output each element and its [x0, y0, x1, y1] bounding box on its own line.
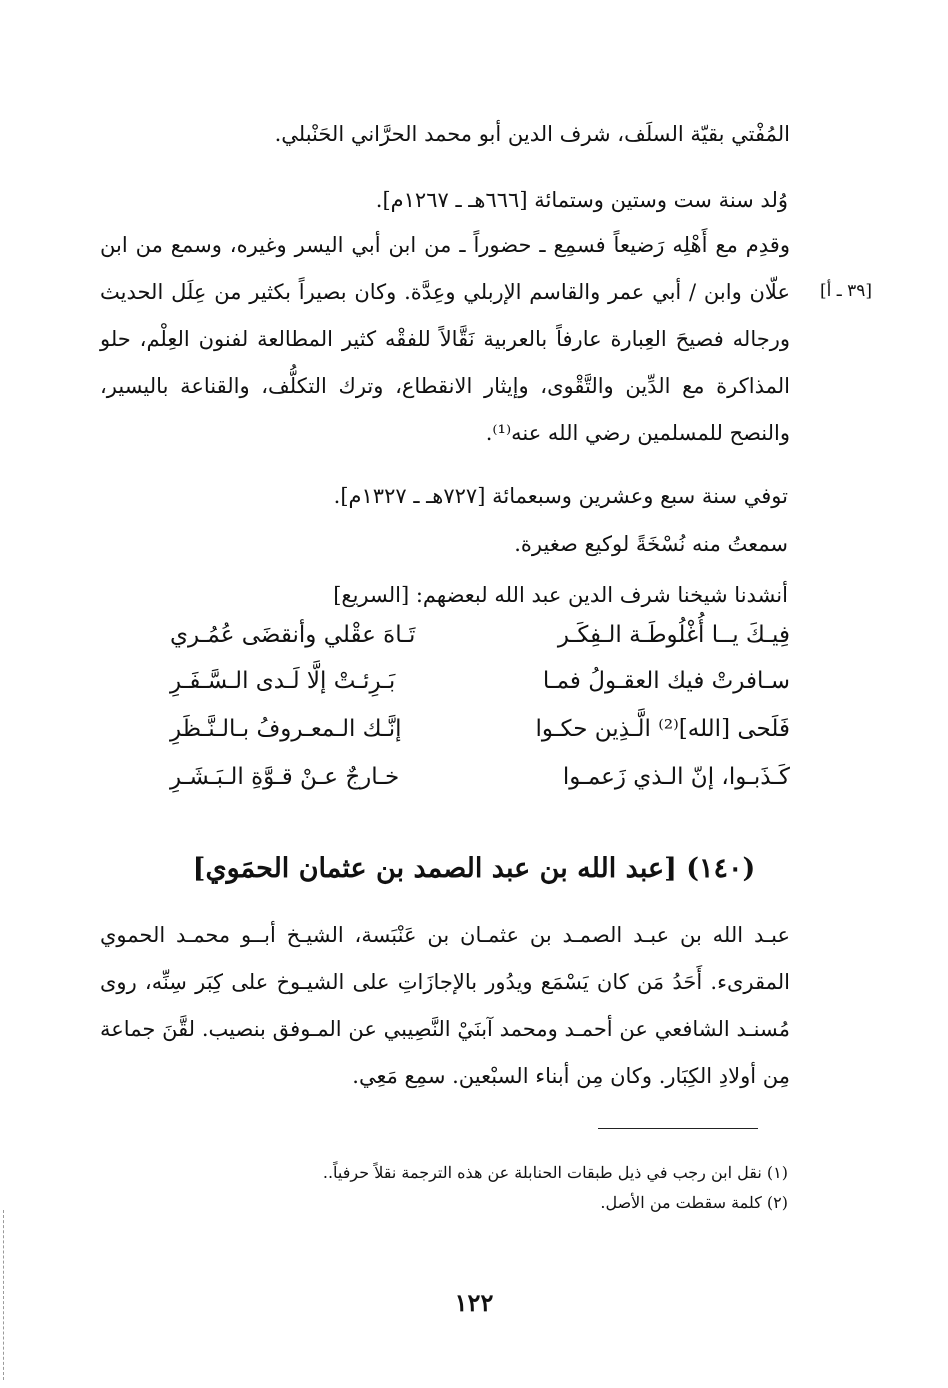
verse-first-hemistich: سـافرتْ فيك العقـولُ فمـا: [542, 668, 790, 694]
poem-verse: [170, 622, 790, 670]
text-line-1: المُفْتي بقيّة السلَف، شرف الدين أبو محمد الحرَّاني الحَنْبلي.: [274, 122, 790, 146]
biography-paragraph: وقدِم مع أَهْلِه رَضيعاً فسمِع ـ حضوراً ـ من ابن أبي اليسر وغيره، وسمع من ابن علّان وابن / أبي عمر والقاسم الإربلي وعِدَّة. وكان بصيراً بكثير من عِلَل الحديث ورجاله فصيحَ العِبارة عارفاً بالعربية نَقَّالاً للفقْه كثير المطالعة لفنون العِلْم، حلو المذاكرة مع الدِّين والتَّقْوى، وإيثار الانقطاع، وترك التكلُّف، والقناعة باليسير، والنصح للمسلمين رضي الله عنه⁽¹⁾.: [100, 233, 790, 445]
verse-second-hemistich: بَـرِئـتْ إلَّا لَـدى الـسَّـفَـرِ: [170, 668, 396, 694]
text-line-heard: سمعتُ منه نُسْخَةً لوكيع صغيرة.: [514, 532, 788, 556]
verse-first-hemistich: كَـذَبـوا، إنّ الـذي زَعمـوا: [562, 764, 790, 790]
page-number: ١٢٢: [454, 1288, 494, 1317]
scan-edge-mark: [3, 1210, 4, 1380]
poem-verse: [170, 668, 790, 716]
verse-first-hemistich: فَلَحى [الله]⁽²⁾ الَّـذِين حكـوا: [535, 716, 790, 742]
poem-verse: [170, 716, 790, 764]
verse-first-hemistich: فِيـكَ يــا أُغْلُوطَـة الـفِكَـر: [557, 622, 790, 648]
footnote-2: (٢) كلمة سقطت من الأصل.: [600, 1193, 788, 1212]
text-line-recital: أنشدنا شيخنا شرف الدين عبد الله لبعضهم: [السريع]: [333, 583, 788, 607]
poem-verse: [170, 764, 790, 812]
footnote-separator: [598, 1128, 758, 1129]
verse-second-hemistich: تَـاهَ عقْلي وأنقضَى عُمُـري: [170, 622, 416, 648]
verse-second-hemistich: إنَّـك الـمعـروفُ بـالـنَّـظَرِ: [170, 716, 402, 742]
footnote-1: (١) نقل ابن رجب في ذيل طبقات الحنابلة عن هذه الترجمة نقلاً حرفياً..: [322, 1163, 788, 1182]
text-line-birth: وُلد سنة ست وستين وستمائة [٦٦٦هـ ـ ١٢٦٧م].: [375, 188, 788, 212]
entry-paragraph: عبـد الله بن عبـد الصمـد بن عثمـان بن عَنْبَسة، الشيـخ أبــو محمـد الحموي المقرىء. أَحَدُ مَن كان يَسْمَع ويدُور بالإجازَاتِ على الشيـوخ على كِبَر سِنِّه، روى مُسنـد الشافعي عن أحمـد ومحمد آبنَيْ النَّصِيبي عن المـوفق بنصيب. لقَّنَ جماعة مِن أولادِ الكِبَار. وكان مِن أبناء السبْعين. سمِع مَعِي.: [100, 923, 790, 1088]
verse-second-hemistich: خـارجٌ عـنْ قـوَّةِ الـبَـشَـرِ: [170, 764, 400, 790]
manuscript-folio-reference: [٣٩ ـ أ]: [820, 281, 873, 301]
text-line-death: توفي سنة سبع وعشرين وسبعمائة [٧٢٧هـ ـ ١٣٢٧م].: [333, 484, 788, 508]
entry-heading: (١٤٠) [عبد الله بن عبد الصمد بن عثمان الحمَوي]: [192, 853, 756, 884]
